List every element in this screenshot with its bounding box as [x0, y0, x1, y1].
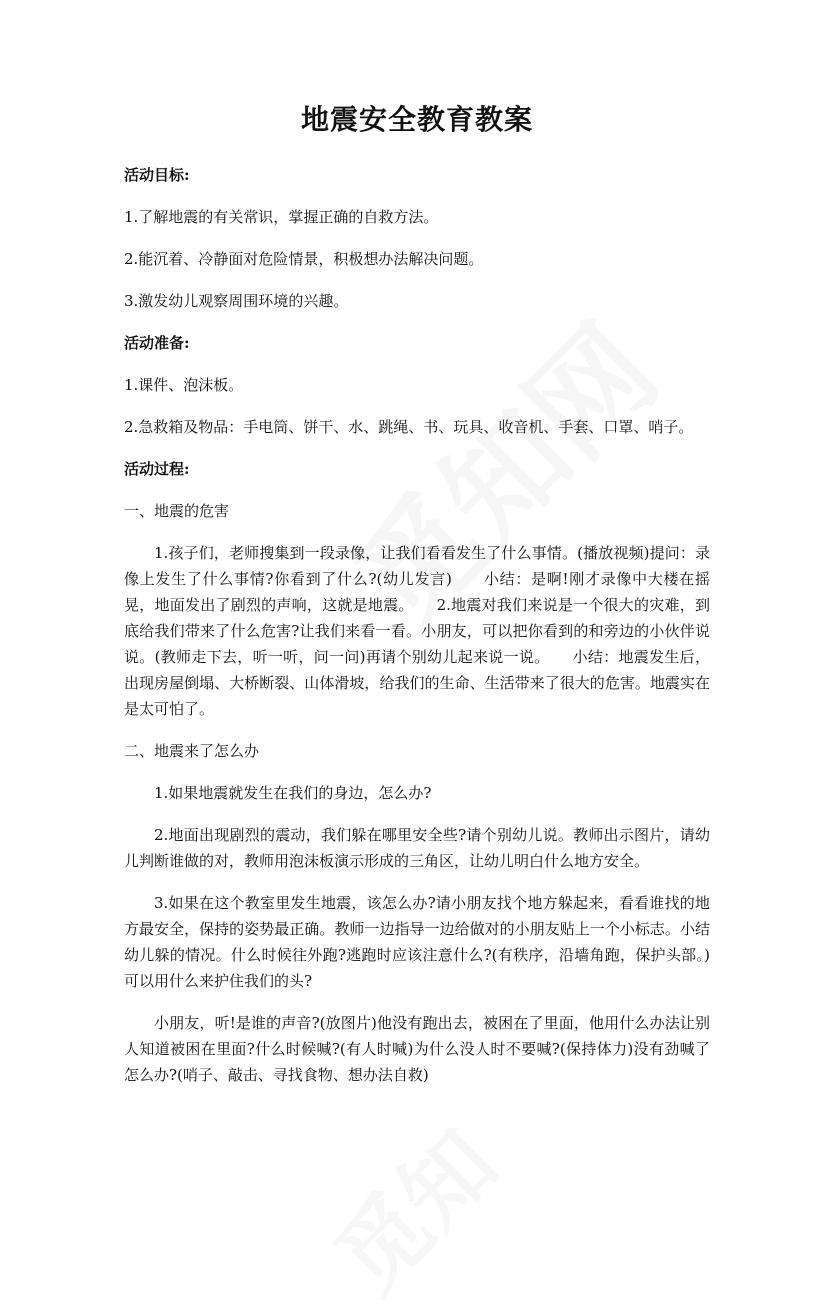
part2-paragraph-1: 1.如果地震就发生在我们的身边，怎么办?: [154, 784, 432, 802]
part1-paragraph: 1.孩子们，老师搜集到一段录像，让我们看看发生了什么事情。(播放视频)提问：录像上发生了什么事情?你看到了什么?(幼儿发言) 小结：是啊!刚才录像中大楼在摇晃，地面发出了剧烈的声响，这就是地震。 2.地震对我们来说是一个很大的灾难，到底给我们带来了什么危害?让我们来看一看。小朋友，可以把你看到的和旁边的小伙伴说说。(教师走下去，听一听，问一问)再请个别幼儿起来说一说。 小结：地震发生后，出现房屋倒塌、大桥断裂、山体滑坡，给我们的生命、生活带来了很大的危害。地震实在是太可怕了。: [124, 544, 710, 718]
document-title: 地震安全教育教案: [300, 103, 533, 136]
part2-paragraph-3: 3.如果在这个教室里发生地震，该怎么办?请小朋友找个地方躲起来，看看谁找的地方最安全，保持的姿势最正确。教师一边指导一边给做对的小朋友贴上一个小标志。小结幼儿躲的情况。什么时候往外跑?逃跑时应该注意什么?(有秩序，沿墙角跑，保护头部。)可以用什么来护住我们的头?: [124, 894, 710, 990]
part1-title: 一、地震的危害: [124, 502, 230, 520]
part2-paragraph-2: 2.地面出现剧烈的震动，我们躲在哪里安全些?请个别幼儿说。教师出示图片，请幼儿判断谁做的对，教师用泡沫板演示形成的三角区，让幼儿明白什么地方安全。: [124, 826, 710, 870]
part2-paragraph-4: 小朋友，听!是谁的声音?(放图片)他没有跑出去，被困在了里面，他用什么办法让别人知道被困在里面?什么时候喊?(有人时喊)为什么没人时不要喊?(保持体力)没有劲喊了怎么办?(哨子、敲击、寻找食物、想办法自救): [124, 1014, 710, 1084]
part2-title: 二、地震来了怎么办: [124, 742, 260, 760]
prep-item-2: 2.急救箱及物品：手电筒、饼干、水、跳绳、书、玩具、收音机、手套、口罩、哨子。: [124, 418, 694, 436]
goals-heading: 活动目标:: [124, 166, 190, 184]
prep-heading: 活动准备:: [124, 334, 190, 352]
goal-item-1: 1.了解地震的有关常识，掌握正确的自救方法。: [124, 208, 439, 226]
process-heading: 活动过程:: [124, 460, 190, 478]
goal-item-2: 2.能沉着、冷静面对危险情景，积极想办法解决问题。: [124, 250, 484, 268]
prep-item-1: 1.课件、泡沫板。: [124, 376, 244, 394]
goal-item-3: 3.激发幼儿观察周围环境的兴趣。: [124, 292, 349, 310]
document-body: [124, 100, 710, 1088]
